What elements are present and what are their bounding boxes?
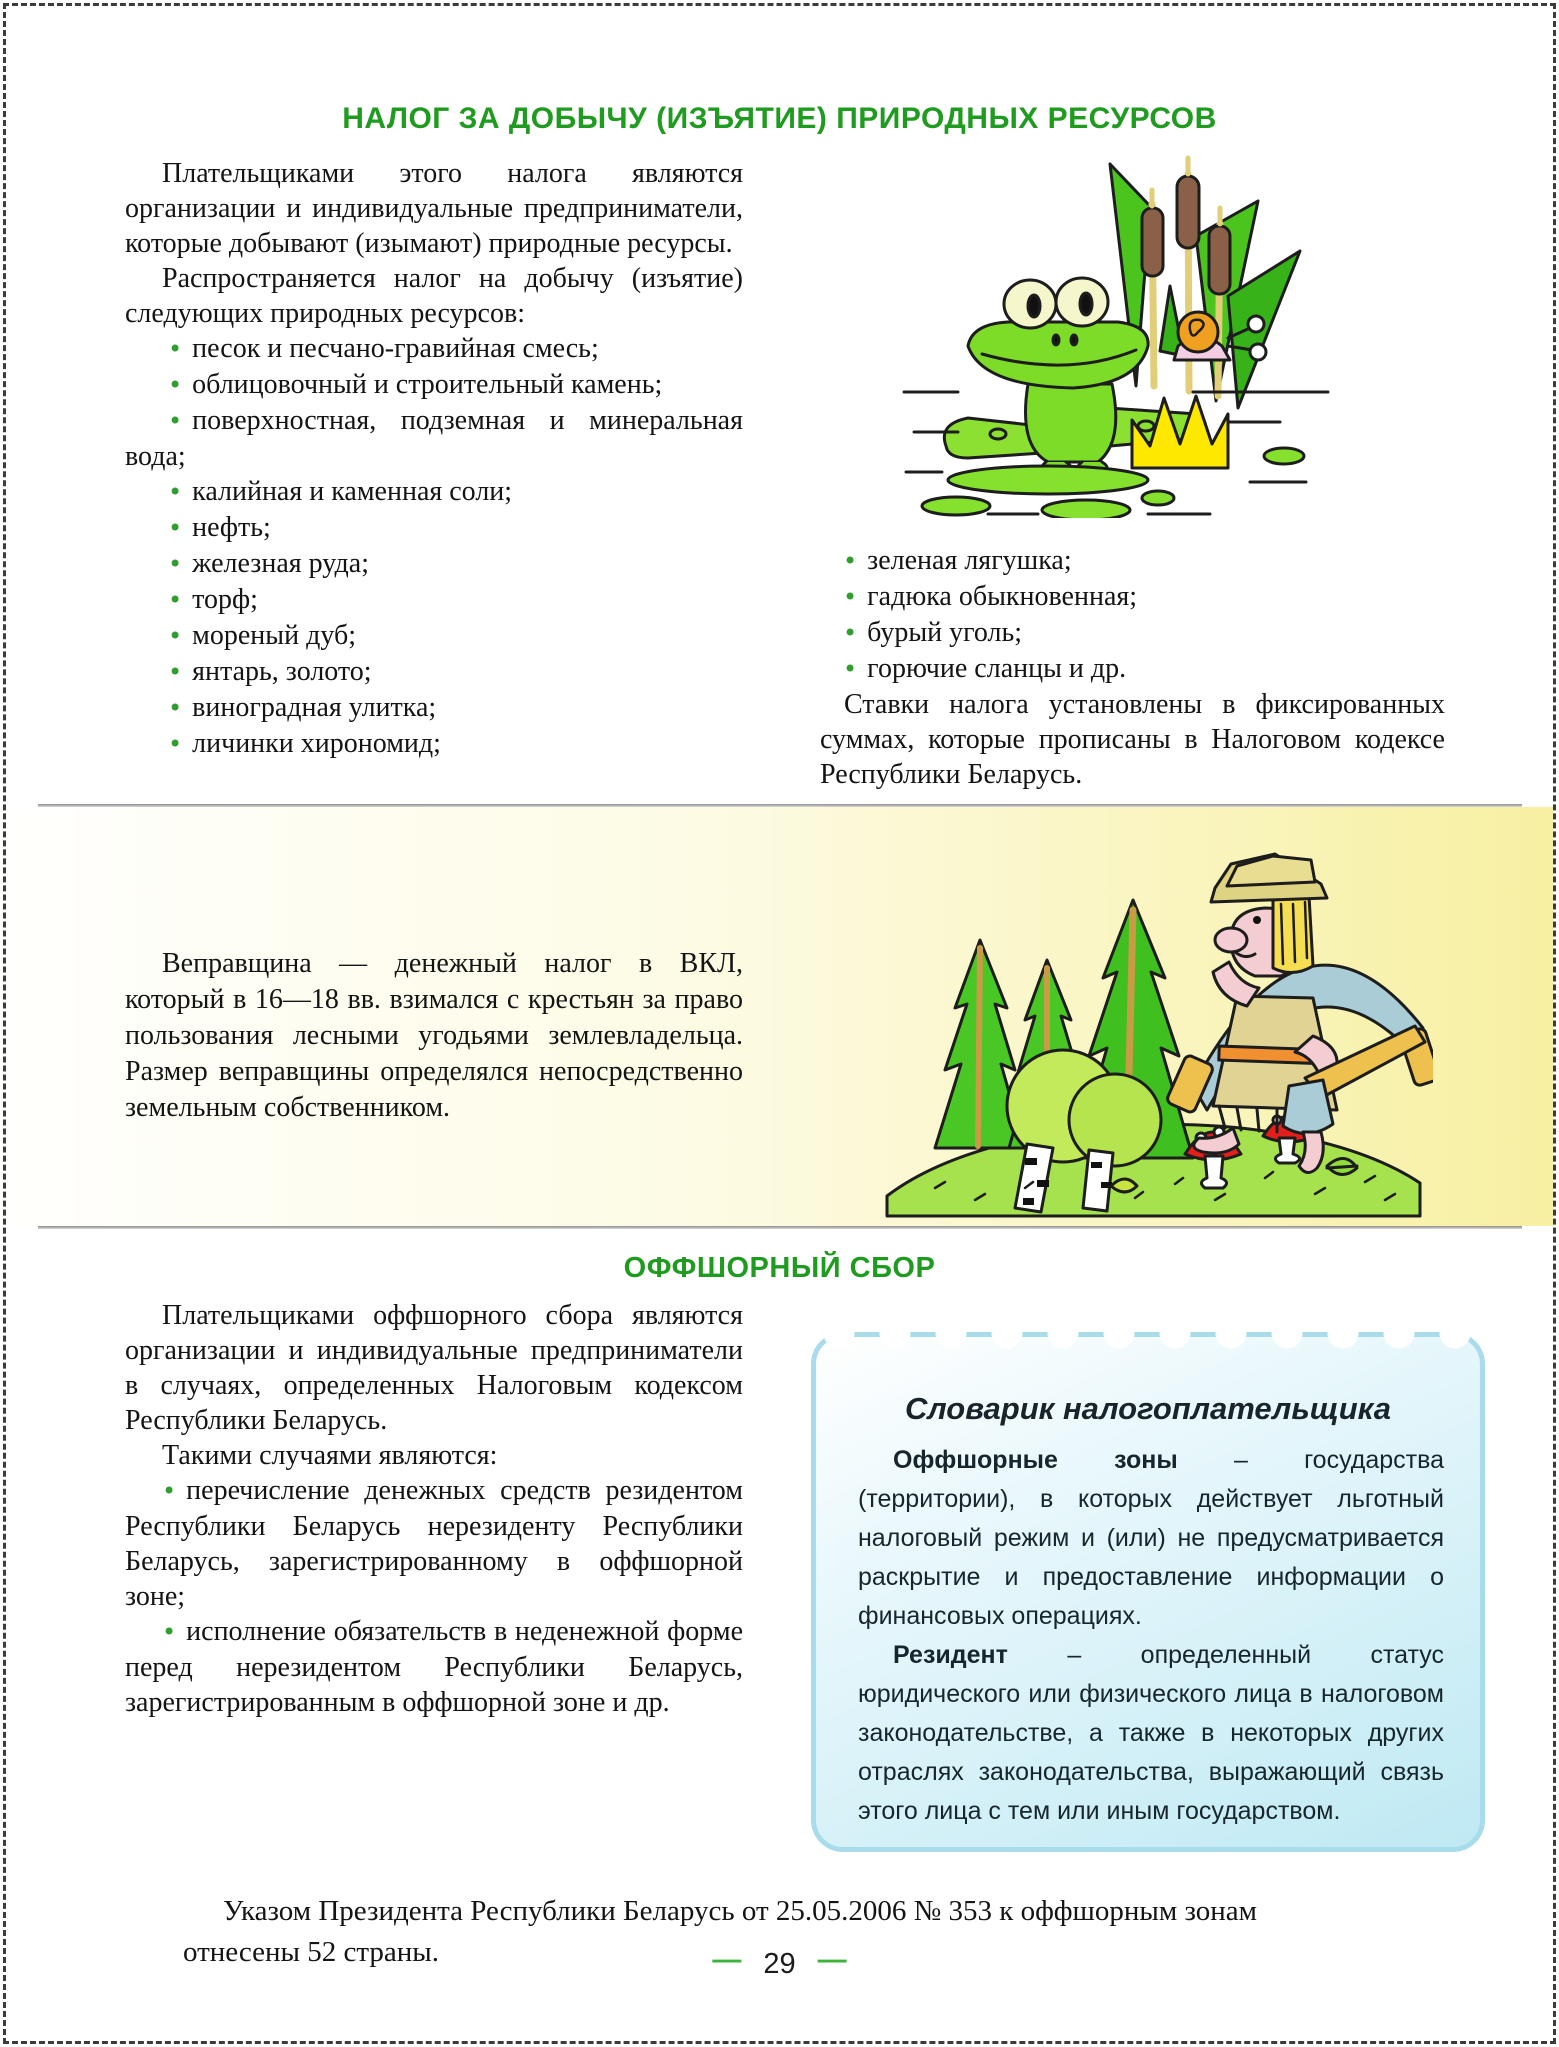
bullet-icon: • — [168, 407, 183, 435]
list-item-text: облицовочный и строительный камень; — [192, 369, 663, 400]
bullet-icon: • — [843, 583, 858, 611]
glossary-entry — [858, 1441, 1444, 1636]
list-item — [820, 543, 1445, 579]
list-item-text: песок и песчано-гравийная смесь; — [192, 333, 599, 364]
bullet-icon: • — [168, 586, 183, 614]
forest-lumberjack-illustration — [875, 848, 1433, 1218]
list-item — [820, 651, 1445, 687]
list-item-text: поверхностная, подземная и минеральная вода; — [125, 405, 743, 472]
list-item-text: горючие сланцы и др. — [867, 653, 1127, 684]
list-item — [820, 579, 1445, 615]
taxpayer-glossary-box — [811, 1332, 1485, 1852]
list-item-text: железная руда; — [192, 548, 369, 579]
list-item-text: янтарь, золото; — [192, 656, 372, 687]
list-item — [125, 331, 743, 367]
decree-note: Указом Президента Республики Беларусь от 25.05.2006 № 353 к оффшорным зонам отнесены 52 страны. — [183, 1895, 1258, 1968]
list-item-text: нефть; — [192, 512, 271, 543]
glossary-title: Словарик налогоплательщика — [905, 1391, 1391, 1426]
list-item — [125, 582, 743, 618]
section1-title: НАЛОГ ЗА ДОБЫЧУ (ИЗЪЯТИЕ) ПРИРОДНЫХ РЕСУРСОВ — [342, 102, 1217, 135]
list-item — [125, 403, 743, 474]
section1-right-column — [820, 543, 1445, 792]
list-item — [125, 618, 743, 654]
list-item-text: виноградная улитка; — [192, 692, 437, 723]
list-item — [125, 726, 743, 762]
paragraph: Такими случаями являются: — [162, 1440, 498, 1471]
bullet-icon: • — [168, 514, 183, 542]
list-item-text: калийная и каменная соли; — [192, 476, 513, 507]
offshore-section-title: ОФФШОРНЫЙ СБОР — [623, 1252, 936, 1284]
bullet-icon: • — [168, 694, 183, 722]
list-item-text: личинки хирономид; — [192, 728, 441, 759]
paragraph: Распространяется налог на добычу (изъятие) следующих природных ресурсов: — [125, 263, 743, 329]
list-item-text: мореный дуб; — [192, 620, 356, 651]
bullet-icon: • — [162, 1477, 177, 1505]
list-item-text: исполнение обязательств в неденежной форме перед нерезидентом Республики Беларусь, зарегистрированным в оффшорной зоне и др. — [125, 1616, 743, 1718]
natural-resources-list — [125, 331, 743, 762]
bullet-icon: • — [168, 335, 183, 363]
paragraph: Ставки налога установлены в фиксированных суммах, которые прописаны в Налоговом кодексе Республики Беларусь. — [820, 689, 1445, 790]
list-item — [125, 546, 743, 582]
bullet-icon: • — [843, 619, 858, 647]
page-number — [0, 1944, 1559, 1981]
bullet-icon: • — [843, 547, 858, 575]
bullet-icon: • — [168, 478, 183, 506]
section-divider — [38, 804, 1522, 807]
paragraph: Плательщиками оффшорного сбора являются организации и индивидуальные предприниматели в случаях, определенных Налоговым кодексом Республики Беларусь. — [125, 1300, 743, 1436]
list-item — [820, 615, 1445, 651]
section1-left-column — [125, 156, 743, 762]
bullet-icon: • — [843, 655, 858, 683]
bullet-icon: • — [168, 730, 183, 758]
section-divider — [38, 1226, 1522, 1229]
glossary-definition: – определенный статус юридического или физического лица в налоговом законодательстве, а также в некоторых других отраслях законодательства, выражающий связь этого лица с тем или иным государством. — [858, 1641, 1444, 1825]
page-number-dash-icon: — — [712, 1944, 742, 1976]
list-item-text: зеленая лягушка; — [867, 545, 1072, 576]
list-item — [125, 367, 743, 403]
glossary-entry — [858, 1636, 1444, 1831]
list-item-text: бурый уголь; — [867, 617, 1023, 648]
glossary-definition: – государства (территории), в которых действует льготный налоговый режим и (или) не предусматривается раскрытие и предоставление информации о финансовых операциях. — [858, 1446, 1444, 1630]
glossary-term: Оффшорные зоны — [893, 1446, 1178, 1474]
bullet-icon: • — [168, 658, 183, 686]
natural-resources-list-right — [820, 543, 1445, 687]
list-item — [125, 1473, 743, 1614]
history-paragraph: Веправщина — денежный налог в ВКЛ, который в 16—18 вв. взимался с крестьян за право пользования лесными угодьями землевладельца. Размер веправщины определялся непосредственно земельным собственником. — [125, 948, 743, 1123]
frog-pond-illustration — [898, 146, 1330, 518]
page-number-value: 29 — [763, 1948, 796, 1980]
list-item — [125, 654, 743, 690]
bullet-icon: • — [168, 371, 183, 399]
list-item-text: гадюка обыкновенная; — [867, 581, 1138, 612]
list-item — [125, 510, 743, 546]
bullet-icon: • — [162, 1618, 177, 1646]
offshore-left-column — [125, 1298, 743, 1720]
paragraph: Плательщиками этого налога являются организации и индивидуальные предприниматели, которые добывают (изымают) природные ресурсы. — [125, 158, 743, 259]
list-item-text: торф; — [192, 584, 258, 615]
scalloped-edge — [822, 1330, 1474, 1354]
page-number-dash-icon: — — [817, 1944, 847, 1976]
offshore-cases-list — [125, 1473, 743, 1720]
bullet-icon: • — [168, 550, 183, 578]
list-item-text: перечисление денежных средств резидентом Республики Беларусь нерезиденту Республики Беларусь, зарегистрированному в оффшорной зоне; — [125, 1475, 743, 1612]
history-paragraph-wrap — [125, 946, 743, 1126]
list-item — [125, 690, 743, 726]
bullet-icon: • — [168, 622, 183, 650]
list-item — [125, 474, 743, 510]
glossary-term: Резидент — [893, 1641, 1008, 1669]
list-item — [125, 1614, 743, 1720]
